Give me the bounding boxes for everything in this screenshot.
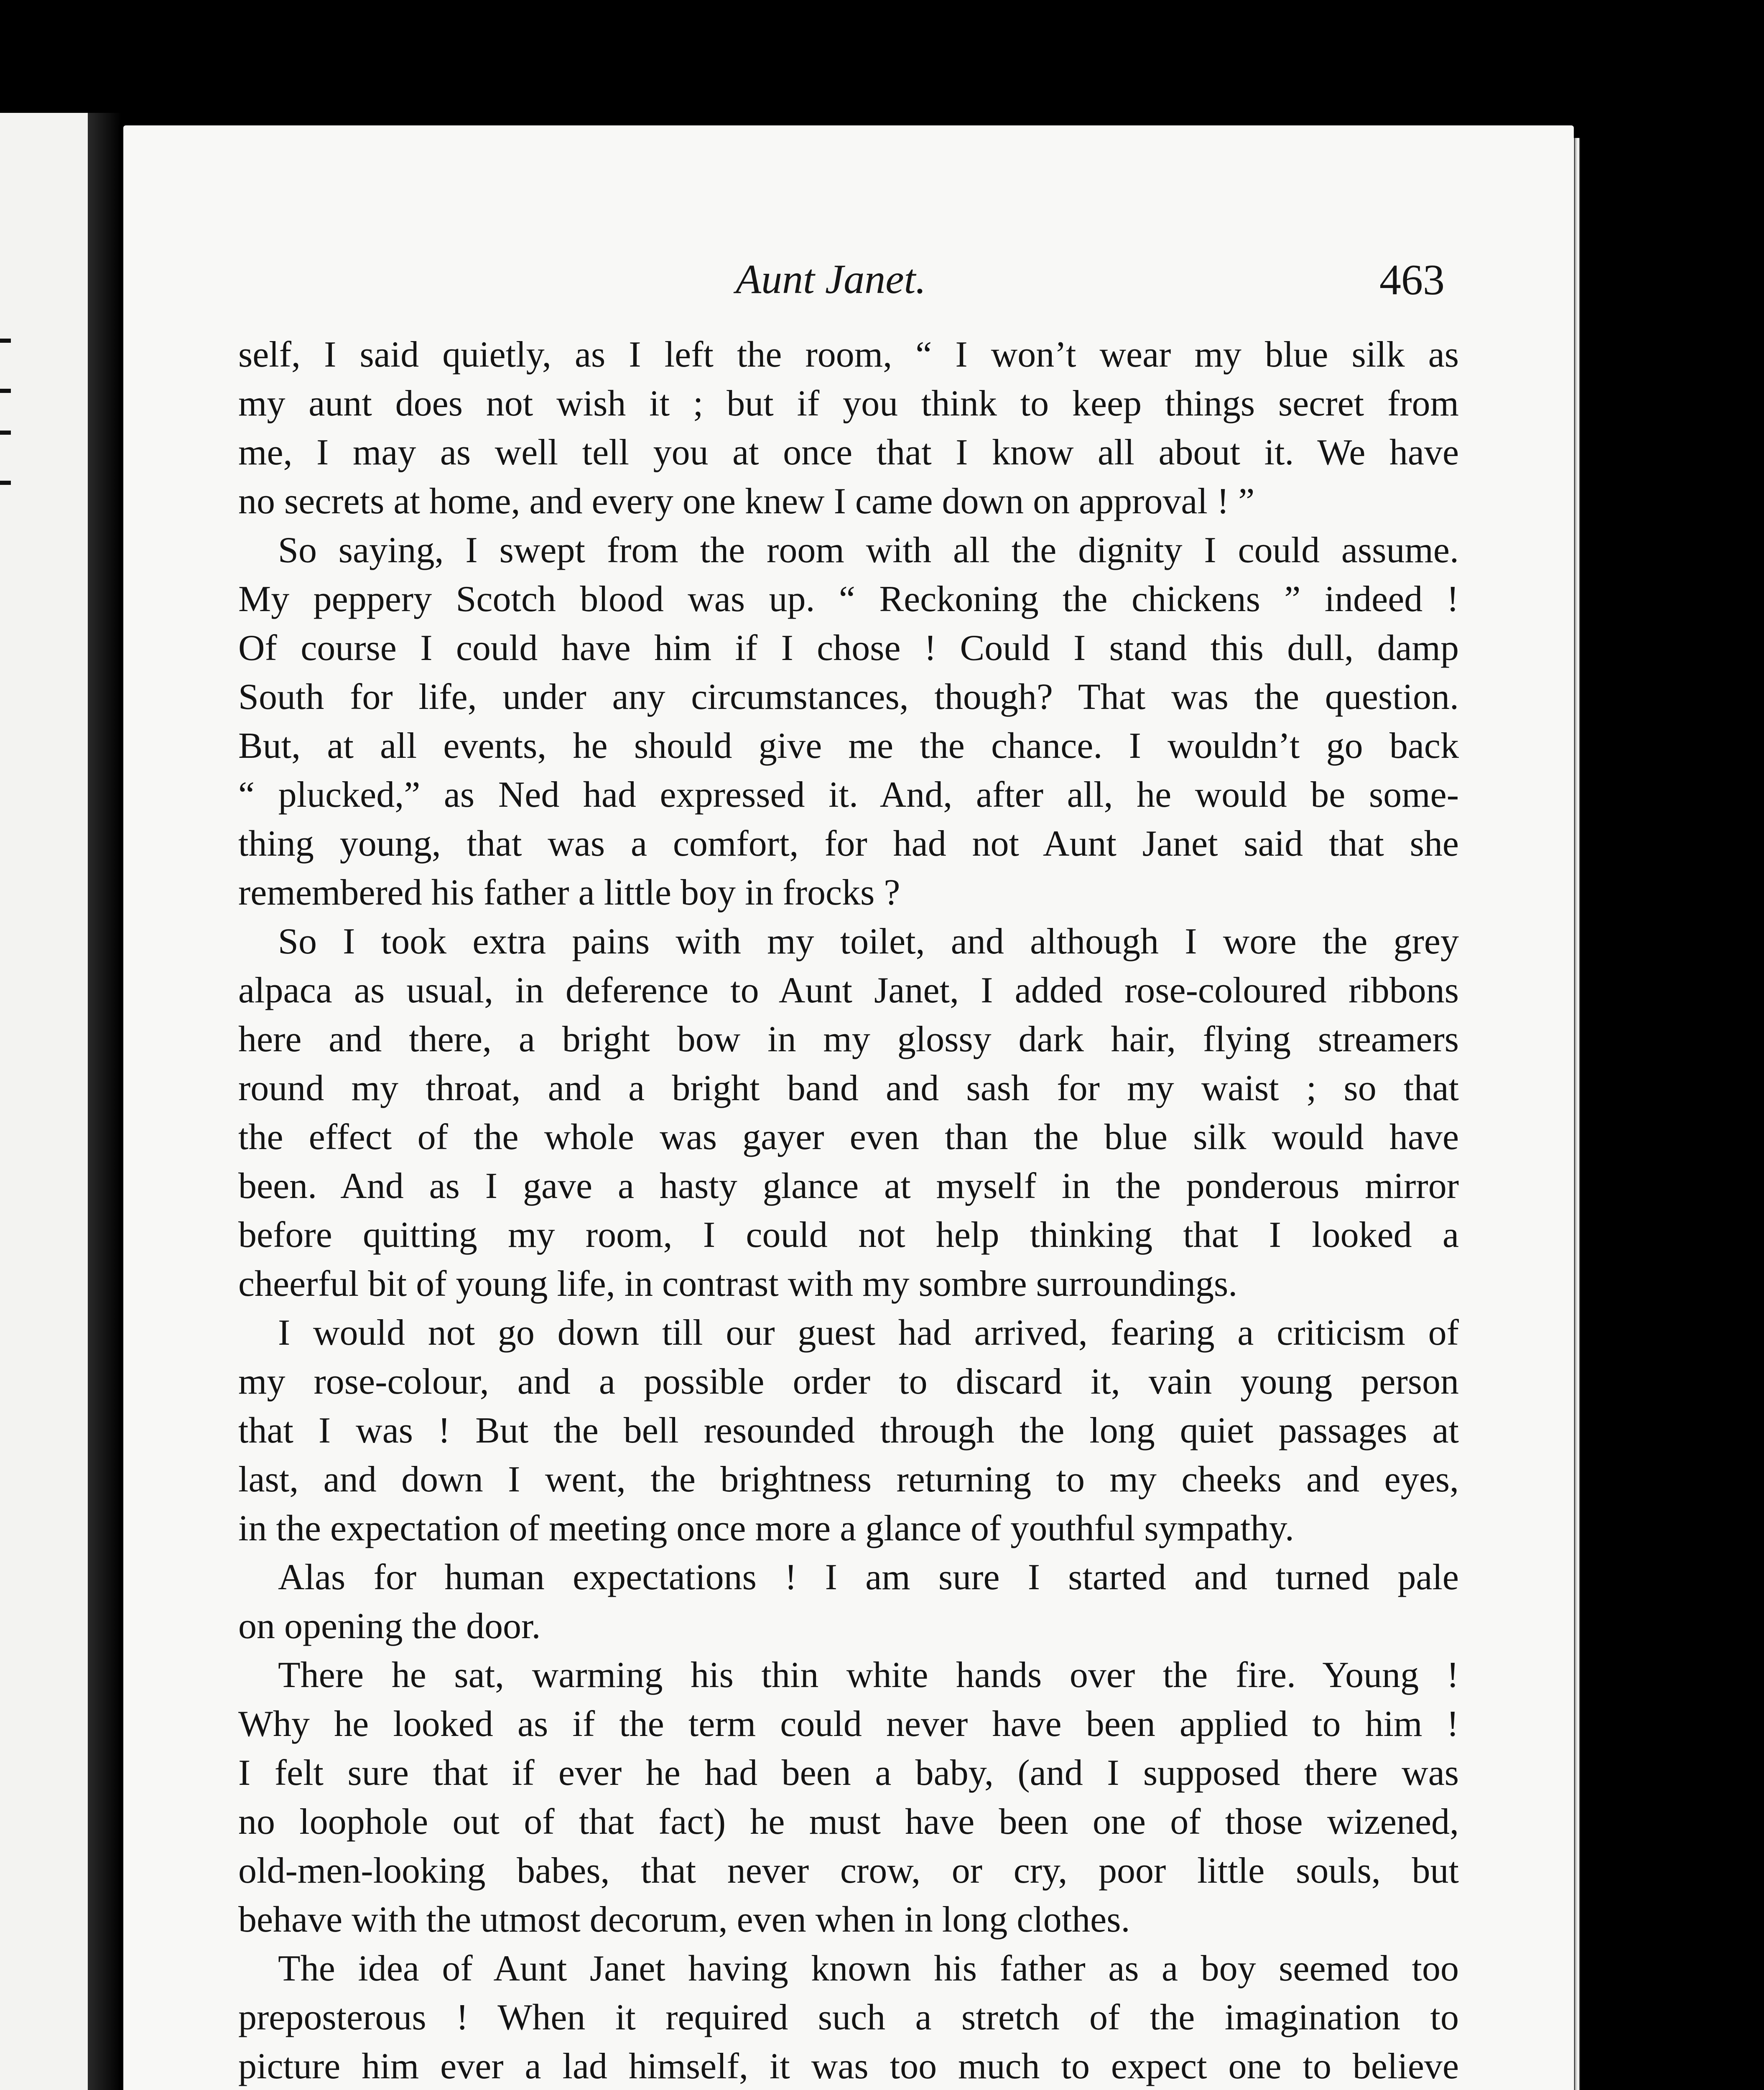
text-line: my rose-colour, and a possible order to discard it, vain young person: [238, 1361, 1459, 1402]
text-line: my aunt does not wish it ; but if you think to keep things secret from: [238, 383, 1459, 424]
text-line: alpaca as usual, in deference to Aunt Janet, I added rose-coloured ribbons: [238, 970, 1459, 1011]
page-number: 463: [1379, 256, 1445, 304]
text-line: So I took extra pains with my toilet, and although I wore the grey: [278, 921, 1459, 962]
text-line: on opening the door.: [238, 1606, 541, 1647]
text-line: There he sat, warming his thin white hands over the fire. Young !: [278, 1655, 1459, 1695]
text-line: been. And as I gave a hasty glance at myself in the ponderous mirror: [238, 1166, 1459, 1206]
margin-mark: [0, 339, 11, 343]
text-line: picture him ever a lad himself, it was too much to expect one to believe: [238, 2046, 1459, 2087]
text-line: I would not go down till our guest had arrived, fearing a criticism of: [278, 1313, 1459, 1353]
text-line: South for life, under any circumstances, though? That was the question.: [238, 677, 1459, 717]
text-line: thing young, that was a comfort, for had not Aunt Janet said that she: [238, 823, 1459, 864]
text-line: cheerful bit of young life, in contrast with my sombre surroundings.: [238, 1264, 1238, 1304]
text-line: The idea of Aunt Janet having known his father as a boy seemed too: [278, 1948, 1459, 1989]
text-line: remembered his father a little boy in frocks ?: [238, 872, 900, 913]
text-line: me, I may as well tell you at once that I know all about it. We have: [238, 432, 1459, 473]
text-line: Of course I could have him if I chose ! Could I stand this dull, damp: [238, 628, 1459, 668]
gutter-shadow: [88, 113, 121, 2090]
margin-mark: [0, 389, 11, 393]
text-line: So saying, I swept from the room with all the dignity I could assume.: [278, 530, 1459, 571]
text-line: I felt sure that if ever he had been a baby, (and I supposed there was: [238, 1753, 1459, 1793]
text-line: before quitting my room, I could not help thinking that I looked a: [238, 1215, 1459, 1255]
text-line: self, I said quietly, as I left the room, “ I won’t wear my blue silk as: [238, 334, 1459, 375]
text-line: round my throat, and a bright band and sash for my waist ; so that: [238, 1068, 1459, 1109]
margin-mark: [0, 431, 11, 435]
text-line: here and there, a bright bow in my glossy dark hair, flying streamers: [238, 1019, 1459, 1060]
text-line: preposterous ! When it required such a stretch of the imagination to: [238, 1997, 1459, 2038]
text-line: in the expectation of meeting once more a glance of youthful sympathy.: [238, 1508, 1294, 1549]
text-line: behave with the utmost decorum, even when in long clothes.: [238, 1899, 1130, 1940]
text-line: “ plucked,” as Ned had expressed it. And, after all, he would be some-: [238, 775, 1459, 815]
text-line: old-men-looking babes, that never crow, or cry, poor little souls, but: [238, 1850, 1459, 1891]
text-line: Why he looked as if the term could never have been applied to him !: [238, 1704, 1459, 1744]
text-line: that I was ! But the bell resounded through the long quiet passages at: [238, 1410, 1459, 1451]
running-head: Aunt Janet.: [736, 256, 926, 302]
body-text: [238, 330, 1459, 2090]
text-line: But, at all events, he should give me the chance. I wouldn’t go back: [238, 726, 1459, 766]
previous-page-edge: [0, 113, 88, 2090]
text-line: the effect of the whole was gayer even than the blue silk would have: [238, 1117, 1459, 1157]
text-line: no loophole out of that fact) he must have been one of those wizened,: [238, 1802, 1459, 1842]
text-line: My peppery Scotch blood was up. “ Reckoning the chickens ” indeed !: [238, 579, 1459, 619]
text-line: no secrets at home, and every one knew I came down on approval ! ”: [238, 481, 1255, 522]
margin-mark: [0, 481, 11, 485]
text-line: Alas for human expectations ! I am sure I started and turned pale: [278, 1557, 1459, 1598]
text-line: last, and down I went, the brightness returning to my cheeks and eyes,: [238, 1459, 1459, 1500]
